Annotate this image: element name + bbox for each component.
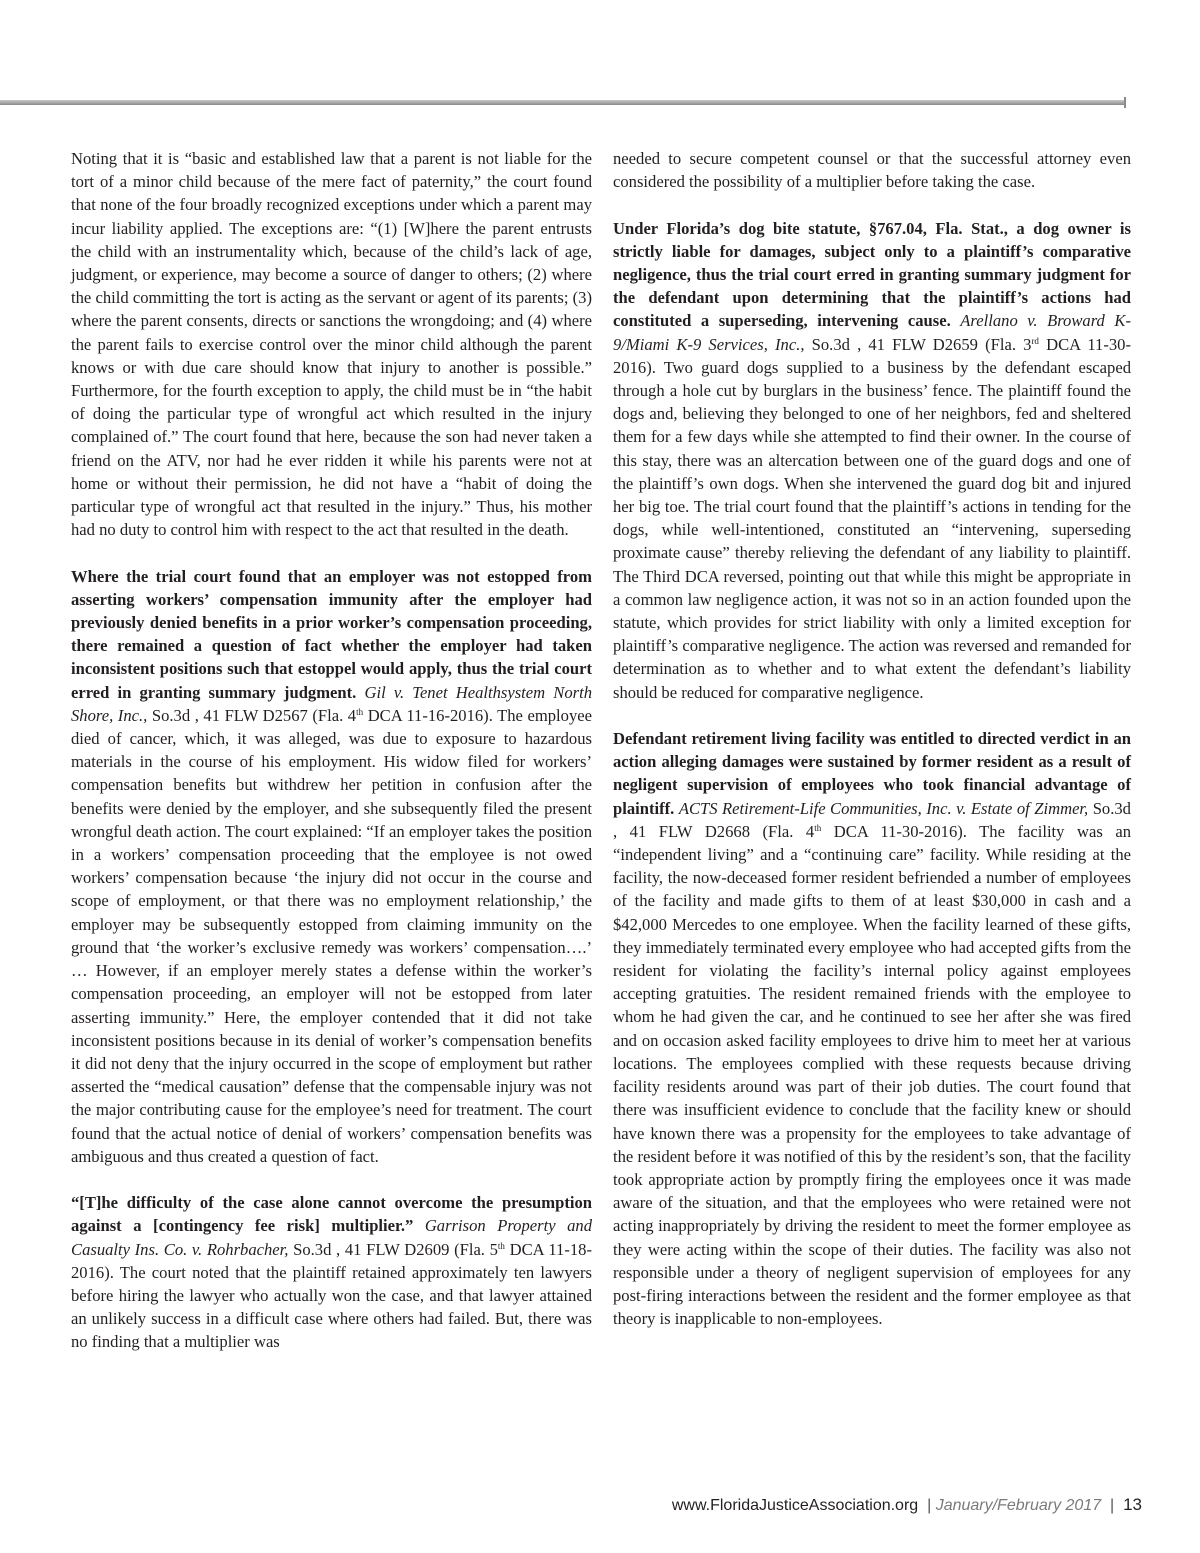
paragraph-workers-comp-estoppel xyxy=(71,565,592,1168)
page-header-band xyxy=(0,0,1200,102)
case-name: Arellano v. Broward K-9/Miami K-9 Services, Inc., xyxy=(613,311,1131,354)
footer-separator: | xyxy=(1105,1497,1124,1514)
ordinal-suffix: th xyxy=(814,822,822,833)
ordinal-suffix: th xyxy=(356,706,364,717)
header-rule xyxy=(0,100,1126,105)
holding-summary: Where the trial court found that an employer was not estopped from asserting workers’ compensation immunity after the employer had previously denied benefits in a prior worker’s compensation proceeding, there remained a question of fact whether the employer had taken inconsistent positions such that estoppel would apply, thus the trial court erred in granting summary judgment. xyxy=(71,566,592,702)
citation: So.3d , 41 FLW D2609 (Fla. 5 xyxy=(293,1239,498,1259)
case-name: Garrison Property and Casualty Ins. Co. v. Rohrbacher, xyxy=(71,1216,592,1259)
holding-summary: Defendant retirement living facility was entitled to directed verdict in an action alleging damages were sustained by former resident as a result of negligent supervision of employees who took financial advantage of plaintiff. xyxy=(613,729,1131,818)
case-name: ACTS Retirement-Life Communities, Inc. v. Estate of Zimmer, xyxy=(678,798,1089,818)
page-footer xyxy=(672,1495,1142,1519)
citation: So.3d , 41 FLW D2659 (Fla. 3 xyxy=(811,334,1032,354)
holding-summary: Under Florida’s dog bite statute, §767.04, Fla. Stat., a dog owner is strictly liable for damages, subject only to a plaintiff’s comparative negligence, thus the trial court erred in granting summary judgment for the defendant upon determining that the plaintiff’s actions had constituted a superseding, intervening cause. xyxy=(613,218,1131,331)
footer-website-link[interactable]: www.FloridaJusticeAssociation.org xyxy=(671,1497,919,1514)
right-column xyxy=(613,147,1131,1354)
ordinal-suffix: rd xyxy=(1031,335,1039,346)
footer-separator: | xyxy=(922,1497,936,1514)
case-summary: DCA 11-30-2016). The facility was an “independent living” and a “continuing care” facility. While residing at the facility, the now-deceased former resident befriended a number of employees of the facility and made gifts to them of at least $30,000 in cash and a $42,000 Mercedes to one employee. When the facility learned of these gifts, they immediately terminated every employee who had accepted gifts from the resident for violating the facility’s internal policy against employees accepting gratuities. The resident remained friends with the employee to whom he had given the car, and he continued to see her after she was fired and on occasion asked facility employees to drive him to meet her at various locations. The employees complied with these requests because driving facility residents around was part of their job duties. The court found that there was insufficient evidence to conclude that the facility knew or should have known there was a propensity for the employees to take advantage of the resident before it was notified of this by the resident’s son, that the facility took appropriate action by promptly firing the employees once it was made aware of the situation, and that the employees who were retained were not acting inappropriately by driving the resident to meet the former employee as they were acting within the scope of their duties. The facility was also not responsible under a theory of negligent supervision of employees for any post-firing interactions between the resident and the former employee as that theory is inapplicable to non-employees. xyxy=(613,821,1131,1329)
left-column xyxy=(71,147,592,1377)
citation: So.3d , 41 FLW D2668 (Fla. 4 xyxy=(613,798,1131,841)
case-summary: DCA 11-30-2016). Two guard dogs supplied to a business by the defendant escaped through a hole cut by burglars in the business’ fence. The plaintiff found the dogs and, believing they belonged to one of her neighbors, fed and sheltered them for a few days while she attempted to find their owner. In the course of this stay, there was an altercation between one of the guard dogs and one of the plaintiff’s own dogs. When she intervened the guard dog bit and injured her big toe. The trial court found that the plaintiff’s actions in tending for the dogs, while well-intentioned, constituted an “intervening, superseding proximate cause” thereby relieving the defendant of any liability to plaintiff. The Third DCA reversed, pointing out that while this might be appropriate in a common law negligence action, it was not so in an action founded upon the statute, which provides for strict liability with only a limited exception for plaintiff’s comparative negligence. The action was reversed and remanded for determination as to whether and to what extent the defendant’s liability should be reduced for comparative negligence. xyxy=(613,334,1131,702)
paragraph-contingency-multiplier xyxy=(71,1191,592,1353)
header-rule-endcap xyxy=(1124,97,1126,108)
case-summary: DCA 11-16-2016). The employee died of cancer, which, it was alleged, was due to exposure to hazardous materials in the course of his employment. His widow filed for workers’ compensation benefits but withdrew her petition in confusion after the benefits were denied by the employer, and she subsequently filed the present wrongful death action. The court explained: “If an employer takes the position in a workers’ compensation proceeding that the employee is not owed workers’ compensation because ‘the injury did not occur in the course and scope of employment, or that there was no employment relationship,’ the employer may be subsequently estopped from claiming immunity on the ground that ‘the worker’s exclusive remedy was workers’ compensation….’ … However, if an employer merely states a defense within the worker’s compensation proceeding, an employer will not be estopped from later asserting immunity.” Here, the employer contended that it did not take inconsistent positions because in its denial of worker’s compensation benefits it did not deny that the injury occurred in the scope of employment but rather asserted the “medical causation” defense that the compensable injury was not the major contributing cause for the employee’s need for treatment. The court found that the actual notice of denial of workers’ compensation benefits was ambiguous and thus created a question of fact. xyxy=(71,705,592,1166)
holding-summary: “[T]he difficulty of the case alone cannot overcome the presumption against a [contingency fee risk] multiplier.” xyxy=(71,1193,592,1236)
citation: So.3d , 41 FLW D2567 (Fla. 4 xyxy=(151,705,357,725)
paragraph-parental-liability: Noting that it is “basic and established law that a parent is not liable for the tort of a minor child because of the mere fact of paternity,” the court found that none of the four broadly recognized exceptions under which a parent may incur liability applied. The exceptions are: “(1) [W]here the parent entrusts the child with an instrumentality which, because of the child’s lack of age, judgment, or experience, may become a source of danger to others; (2) where the child committing the tort is acting as the servant or agent of its parents; (3) where the parent consents, directs or sanctions the wrongdoing; and (4) where the parent fails to exercise control over the minor child although the parent knows or with due care should know that injury to another is possible.” Furthermore, for the fourth exception to apply, the child must be in “the habit of doing the particular type of wrongful act which resulted in the injury complained of.” The court found that here, because the son had never taken a friend on the ATV, nor had he ever ridden it while his parents were not at home or without their permission, he did not have a “habit of doing the particular type of wrongful act that resulted in the injury.” Thus, his mother had no duty to control him with respect to the act that resulted in the death. xyxy=(71,149,592,540)
paragraph-dog-bite-statute xyxy=(613,217,1131,704)
ordinal-suffix: th xyxy=(497,1240,505,1251)
footer-issue: January/February 2017 xyxy=(935,1497,1102,1514)
paragraph-multiplier-continued: needed to secure competent counsel or that the successful attorney even considered the possibility of a multiplier before taking the case. xyxy=(613,149,1131,192)
case-name: Gil v. Tenet Healthsystem North Shore, Inc., xyxy=(71,682,592,725)
paragraph-retirement-facility xyxy=(613,727,1131,1330)
page-number: 13 xyxy=(1123,1495,1142,1514)
case-summary: DCA 11-18-2016). The court noted that the plaintiff retained approximately ten lawyers before hiring the lawyer who actually won the case, and that lawyer attained an unlikely success in a difficult case where others had failed. But, there was no finding that a multiplier was xyxy=(71,1239,592,1352)
